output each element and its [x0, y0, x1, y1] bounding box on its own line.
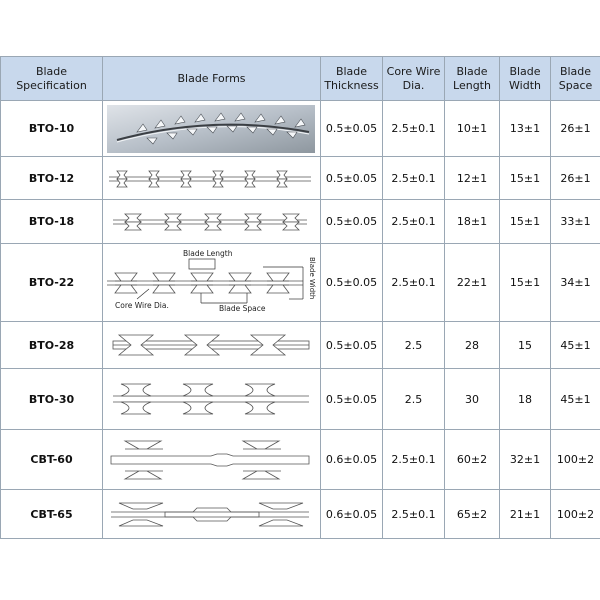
table-row — [1, 157, 600, 200]
blade-photo-image — [103, 102, 319, 156]
header-length-line-2: Length — [453, 78, 491, 92]
blade-length-value: 18±1 — [445, 200, 500, 244]
header-space-line-1: Blade — [559, 64, 592, 78]
blade-space-value: 33±1 — [551, 200, 600, 244]
blade-space-value: 45±1 — [551, 369, 600, 430]
blade-bto22-dimension-diagram — [103, 245, 319, 321]
header-width-line-2: Width — [509, 78, 541, 92]
blade-length-label: Blade Length — [183, 248, 233, 258]
table-row — [1, 101, 600, 157]
blade-thickness-value: 0.6±0.05 — [321, 490, 383, 539]
blade-width-value: 32±1 — [500, 430, 551, 490]
blade-thickness-value: 0.5±0.05 — [321, 244, 383, 322]
blade-form-drawing — [103, 430, 321, 490]
blade-length-value: 10±1 — [445, 101, 500, 157]
header-core-line-2: Dia. — [402, 78, 425, 92]
blade-width-label: Blade Width — [308, 256, 316, 299]
header-thickness-line-2: Thickness — [324, 78, 379, 92]
core-wire-dia-label: Core Wire Dia. — [115, 300, 169, 310]
core-wire-value: 2.5±0.1 — [383, 157, 445, 200]
blade-length-value: 60±2 — [445, 430, 500, 490]
spec-name: BTO-28 — [1, 322, 103, 369]
blade-width-value: 15 — [500, 322, 551, 369]
blade-length-value: 28 — [445, 322, 500, 369]
blade-form-drawing — [103, 369, 321, 430]
table-row — [1, 430, 600, 490]
header-width-line-1: Blade — [509, 64, 541, 78]
blade-thickness-value: 0.5±0.05 — [321, 322, 383, 369]
blade-cbt60-drawing — [103, 431, 319, 489]
header-blade-specification: Blade Specification — [1, 57, 103, 101]
core-wire-value: 2.5±0.1 — [383, 490, 445, 539]
header-blade-forms: Blade Forms — [103, 57, 321, 101]
core-wire-value: 2.5±0.1 — [383, 430, 445, 490]
blade-width-value: 15±1 — [500, 200, 551, 244]
blade-space-value: 100±2 — [551, 490, 600, 539]
blade-cbt65-drawing — [103, 491, 319, 538]
blade-thickness-value: 0.5±0.05 — [321, 157, 383, 200]
core-wire-value: 2.5 — [383, 322, 445, 369]
blade-width-value: 13±1 — [500, 101, 551, 157]
blade-length-value: 65±2 — [445, 490, 500, 539]
blade-length-value: 30 — [445, 369, 500, 430]
blade-form-drawing — [103, 322, 321, 369]
table-row — [1, 369, 600, 430]
blade-space-value: 26±1 — [551, 101, 600, 157]
blade-form-photo — [103, 101, 321, 157]
blade-form-drawing — [103, 200, 321, 244]
blade-bto18-drawing — [103, 201, 319, 243]
blade-form-drawing — [103, 157, 321, 200]
header-thickness-line-1: Blade — [335, 64, 368, 78]
blade-length-value: 22±1 — [445, 244, 500, 322]
header-length-line-1: Blade — [456, 64, 488, 78]
blade-width-value: 18 — [500, 369, 551, 430]
blade-form-diagram — [103, 244, 321, 322]
blade-thickness-value: 0.5±0.05 — [321, 369, 383, 430]
table-row — [1, 490, 600, 539]
core-wire-value: 2.5±0.1 — [383, 200, 445, 244]
blade-space-value: 100±2 — [551, 430, 600, 490]
blade-spec-table — [0, 56, 600, 539]
blade-thickness-value: 0.5±0.05 — [321, 200, 383, 244]
header-space-line-2: Space — [558, 78, 593, 92]
core-wire-value: 2.5±0.1 — [383, 244, 445, 322]
header-core-line-1: Core Wire — [386, 64, 441, 78]
header-row — [1, 57, 600, 101]
blade-form-drawing — [103, 490, 321, 539]
blade-bto28-drawing — [103, 323, 319, 368]
blade-space-value: 34±1 — [551, 244, 600, 322]
core-wire-value: 2.5±0.1 — [383, 101, 445, 157]
header-blade-space — [551, 57, 600, 101]
blade-length-value: 12±1 — [445, 157, 500, 200]
blade-bto12-drawing — [103, 158, 319, 199]
blade-space-label: Blade Space — [219, 303, 266, 313]
spec-name: BTO-18 — [1, 200, 103, 244]
spec-name: BTO-10 — [1, 101, 103, 157]
blade-thickness-value: 0.6±0.05 — [321, 430, 383, 490]
blade-bto30-drawing — [103, 370, 319, 429]
header-core-wire-dia — [383, 57, 445, 101]
spec-name: BTO-30 — [1, 369, 103, 430]
blade-width-value: 15±1 — [500, 157, 551, 200]
table-row — [1, 322, 600, 369]
spec-name: BTO-12 — [1, 157, 103, 200]
header-blade-width — [500, 57, 551, 101]
blade-thickness-value: 0.5±0.05 — [321, 101, 383, 157]
table-row — [1, 200, 600, 244]
core-wire-value: 2.5 — [383, 369, 445, 430]
blade-width-value: 21±1 — [500, 490, 551, 539]
spec-name: CBT-60 — [1, 430, 103, 490]
blade-width-value: 15±1 — [500, 244, 551, 322]
blade-space-value: 45±1 — [551, 322, 600, 369]
blade-space-value: 26±1 — [551, 157, 600, 200]
spec-name: BTO-22 — [1, 244, 103, 322]
table-row — [1, 244, 600, 322]
header-blade-thickness — [321, 57, 383, 101]
header-blade-length — [445, 57, 500, 101]
spec-name: CBT-65 — [1, 490, 103, 539]
